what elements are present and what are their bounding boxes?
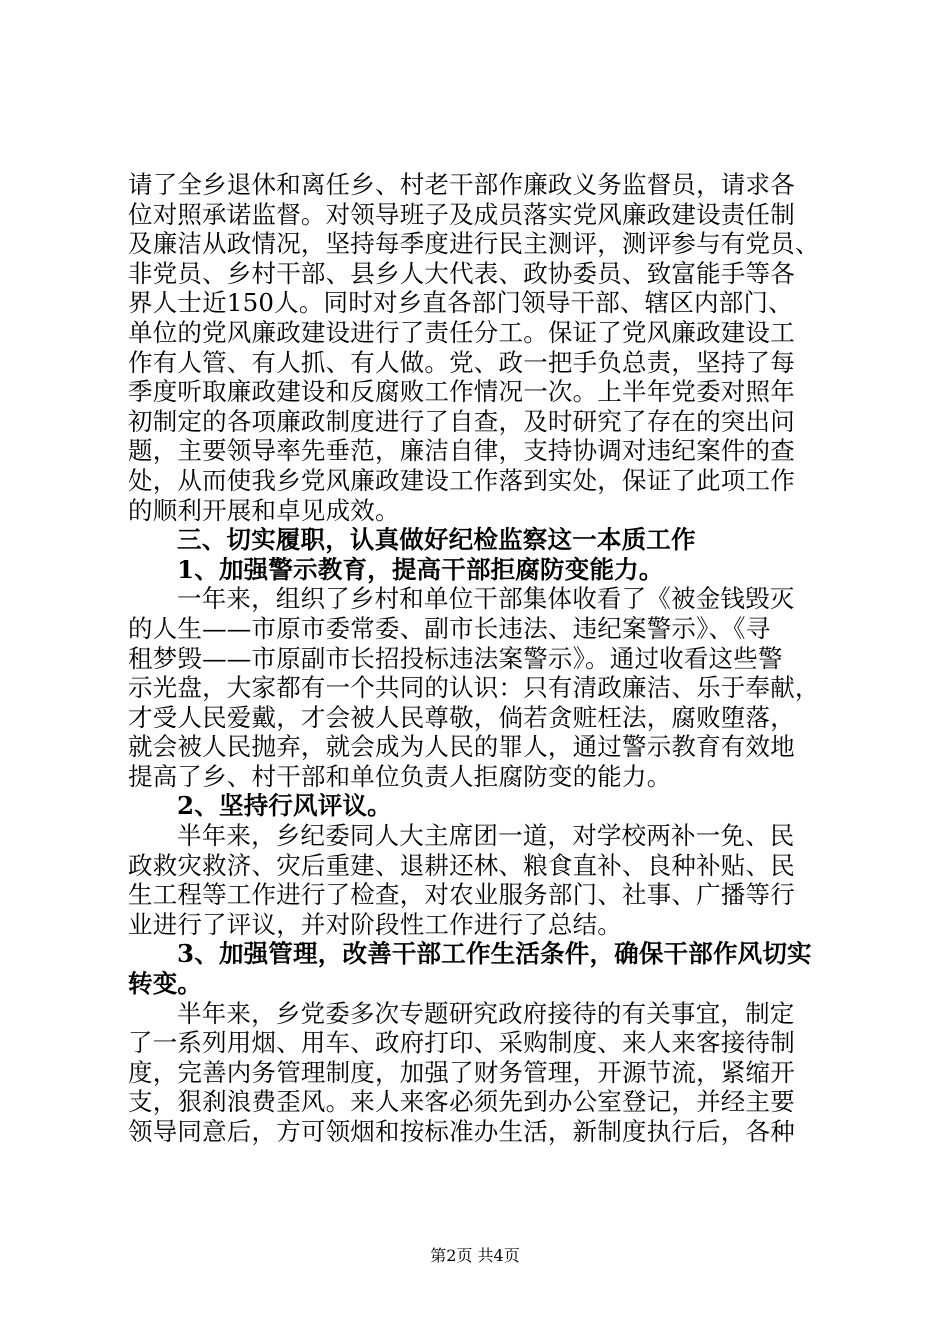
text-line: 就会被人民抛弃，就会成为人民的罪人，通过警示教育有效地 [128,732,795,762]
text-line: 位对照承诺监督。对领导班子及成员落实党风廉政建设责任制 [128,199,795,229]
document-body [128,170,844,1147]
text-line: 初制定的各项廉政制度进行了自查，及时研究了存在的突出问 [128,406,795,436]
text-line: 一年来，组织了乡村和单位干部集体收看了《被金钱毁灭 [177,584,795,614]
text-line: 请了全乡退休和离任乡、村老干部作廉政义务监督员，请求各 [128,170,795,199]
text-line: 生工程等工作进行了检查，对农业服务部门、社事、广播等行 [128,880,795,910]
text-line: 季度听取廉政建设和反腐败工作情况一次。上半年党委对照年 [128,377,795,407]
text-line: 政救灾救济、灾后重建、退耕还林、粮食直补、良种补贴、民 [128,850,795,880]
text-line: 提高了乡、村干部和单位负责人拒腐防变的能力。 [128,761,672,791]
text-line: 的人生——市原市委常委、副市长违法、违纪案警示》、《寻 [128,613,771,643]
page-footer: 第2页 共4页 [430,1246,520,1265]
text-line: 及廉洁从政情况，坚持每季度进行民主测评，测评参与有党员、 [128,229,820,259]
text-line: 度，完善内务管理制度，加强了财务管理，开源节流，紧缩开 [128,1057,795,1087]
section-heading-line: 三、切实履职，认真做好纪检监察这一本质工作 [177,525,696,555]
text-line: 界人士近150人。同时对乡直各部门领导干部、辖区内部门、 [128,288,793,318]
text-line: 处，从而使我乡党风廉政建设工作落到实处，保证了此项工作 [128,465,795,495]
text-line: 业进行了评议，并对阶段性工作进行了总结。 [128,909,622,939]
text-line: 了一系列用烟、用车、政府打印、采购制度、来人来客接待制 [128,1028,795,1058]
text-line: 半年来，乡党委多次专题研究政府接待的有关事宜，制定 [177,998,795,1028]
text-line: 非党员、乡村干部、县乡人大代表、政协委员、致富能手等各 [128,258,795,288]
text-line: 单位的党风廉政建设进行了责任分工。保证了党风廉政建设工 [128,317,795,347]
text-line: 作有人管、有人抓、有人做。党、政一把手负总责，坚持了每 [128,347,795,377]
text-line: 题，主要领导率先垂范，廉洁自律，支持协调对违纪案件的查 [128,436,795,466]
section-heading-line: 转变。 [128,969,203,999]
text-line: 半年来，乡纪委同人大主席团一道，对学校两补一免、民 [177,821,795,851]
section-heading-line: 3、加强管理，改善干部工作生活条件，确保干部作风切实 [177,939,812,969]
section-heading-line: 2、坚持行风评议。 [177,791,392,821]
text-line: 支，狠刹浪费歪风。来人来客必须先到办公室登记，并经主要 [128,1087,795,1117]
text-line: 租梦毁——市原副市长招投标违法案警示》。通过收看这些警 [128,643,783,673]
text-line: 领导同意后，方可领烟和按标准办生活，新制度执行后，各种 [128,1117,795,1146]
text-line: 示光盘，大家都有一个共同的认识：只有清政廉洁、乐于奉献， [128,673,820,703]
text-line: 的顺利开展和卓见成效。 [128,495,400,525]
section-heading-line: 1、加强警示教育，提高干部拒腐防变能力。 [177,554,664,584]
text-line: 才受人民爱戴，才会被人民尊敬，倘若贪赃枉法，腐败堕落， [128,702,795,732]
